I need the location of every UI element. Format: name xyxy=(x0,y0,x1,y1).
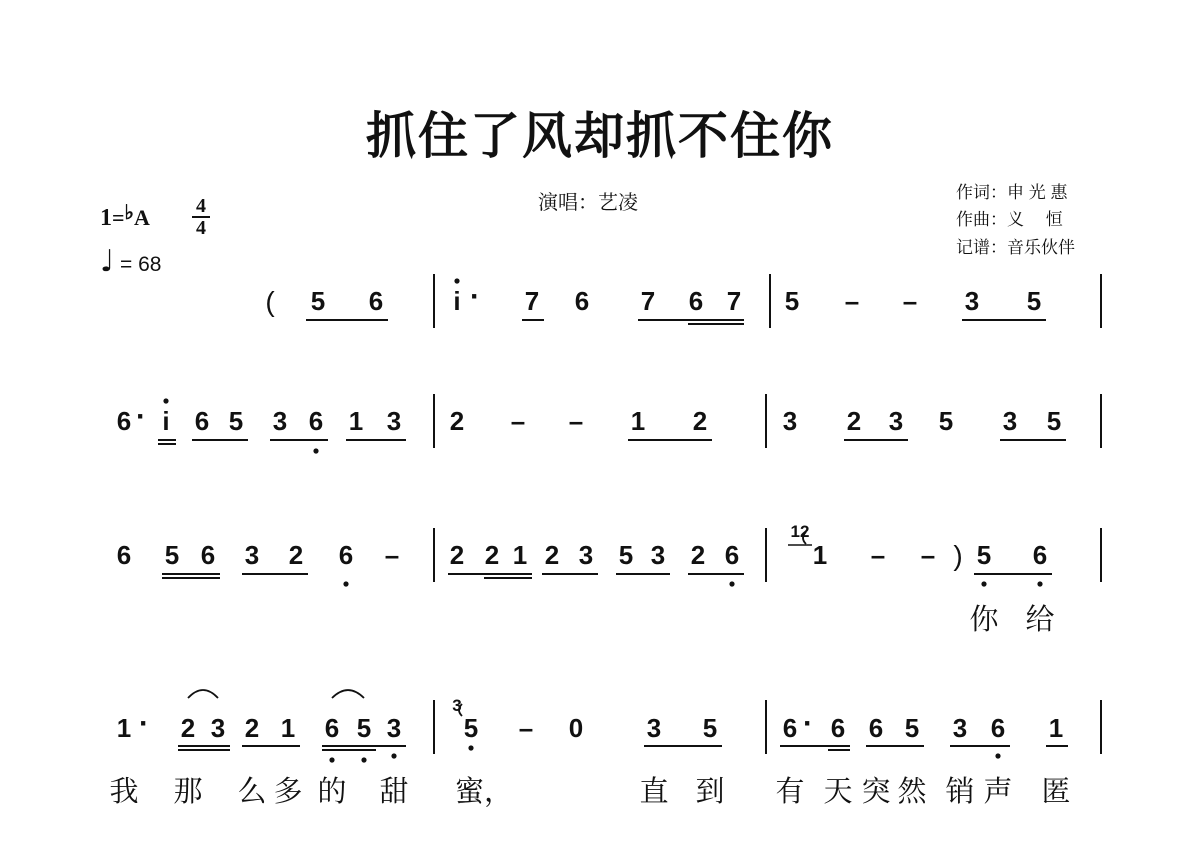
lyricist-credit: 作词：申 光 惠 xyxy=(956,183,1068,202)
note-digit: 1 xyxy=(512,540,528,570)
quarter-note-icon: ♩ xyxy=(100,244,115,279)
lyric-char: 蜜， xyxy=(454,776,514,808)
note-digit: 6 xyxy=(724,540,740,570)
note-digit: 3 xyxy=(210,713,226,743)
dash-mark: – xyxy=(920,540,936,570)
note-digit: 5 xyxy=(310,286,326,316)
note-digit: 2 xyxy=(449,406,465,436)
grace-note: 12 xyxy=(790,522,810,541)
note-digit: 6 xyxy=(338,540,354,570)
lyric-char: 直 xyxy=(639,776,669,808)
note-digit: 5 xyxy=(976,540,992,570)
key-letter: A xyxy=(133,205,150,230)
dash-mark: – xyxy=(568,406,584,436)
key-one: 1 xyxy=(100,205,112,231)
lyric-char: 匿 xyxy=(1041,776,1071,808)
note-digit: 3 xyxy=(386,713,402,743)
note-digit: 5 xyxy=(784,286,800,316)
note-digit: 6 xyxy=(194,406,210,436)
lyric-char: 声 xyxy=(983,776,1013,808)
note-digit: 2 xyxy=(288,540,304,570)
lyric-char: 天 xyxy=(823,776,853,808)
note-digit: 1 xyxy=(1048,713,1064,743)
note-digit: 2 xyxy=(690,540,706,570)
bracket-mark: ( xyxy=(265,286,275,317)
note-digit: 7 xyxy=(640,286,656,316)
note-digit: 2 xyxy=(180,713,196,743)
dash-mark: – xyxy=(384,540,400,570)
bracket-mark: ) xyxy=(953,540,963,571)
key-equals: = xyxy=(112,205,125,230)
note-digit: · xyxy=(139,707,149,740)
note-digit: 6 xyxy=(116,540,132,570)
tempo-value: = 68 xyxy=(120,253,162,276)
note-digit: 1 xyxy=(812,540,828,570)
lyric-char: 然 xyxy=(897,776,927,808)
note-digit: 6 xyxy=(116,406,132,436)
dash-mark: – xyxy=(870,540,886,570)
lyric-char: 给 xyxy=(1025,604,1055,636)
note-digit: 5 xyxy=(164,540,180,570)
note-digit: 1 xyxy=(116,713,132,743)
note-digit: 7 xyxy=(726,286,742,316)
note-digit: 6 xyxy=(1032,540,1048,570)
note-digit: 2 xyxy=(692,406,708,436)
dash-mark: – xyxy=(510,406,526,436)
grace-note: 3 xyxy=(452,696,462,715)
note-digit: 3 xyxy=(386,406,402,436)
note-digit: i xyxy=(453,286,461,316)
note-digit: 1 xyxy=(280,713,296,743)
note-digit: 3 xyxy=(272,406,288,436)
lyric-char: 你 xyxy=(969,604,999,636)
note-digit: 3 xyxy=(578,540,594,570)
lyric-char: 突 xyxy=(861,776,891,808)
note-digit: · xyxy=(136,400,146,433)
note-digit: 5 xyxy=(904,713,920,743)
note-digit: 5 xyxy=(1026,286,1042,316)
note-digit: 2 xyxy=(449,540,465,570)
transcriber-credit: 记谱：音乐伙伴 xyxy=(956,238,1075,257)
note-digit: 5 xyxy=(938,406,954,436)
note-digit: 7 xyxy=(524,286,540,316)
note-digit: 1 xyxy=(348,406,364,436)
dash-mark: – xyxy=(902,286,918,316)
note-digit: 3 xyxy=(1002,406,1018,436)
lyric-char: 多 xyxy=(273,776,303,808)
flat-icon: ♭ xyxy=(124,202,134,224)
note-digit: 3 xyxy=(888,406,904,436)
note-digit: i xyxy=(162,406,170,436)
note-digit: 3 xyxy=(244,540,260,570)
note-digit: 2 xyxy=(544,540,560,570)
note-digit: 5 xyxy=(1046,406,1062,436)
note-digit: 2 xyxy=(484,540,500,570)
lyric-char: 到 xyxy=(695,776,725,808)
lyric-char: 销 xyxy=(945,776,975,808)
note-digit: 6 xyxy=(368,286,384,316)
note-digit: · xyxy=(470,280,480,313)
note-digit: 6 xyxy=(324,713,340,743)
note-digit: 6 xyxy=(868,713,884,743)
note-digit: 6 xyxy=(688,286,704,316)
note-digit: 0 xyxy=(568,713,584,743)
note-digit: 5 xyxy=(463,713,479,743)
composer-credit: 作曲：义 恒 xyxy=(956,210,1063,229)
dash-mark: – xyxy=(518,713,534,743)
note-digit: 5 xyxy=(702,713,718,743)
note-digit: 3 xyxy=(646,713,662,743)
note-digit: 6 xyxy=(308,406,324,436)
note-digit: 5 xyxy=(618,540,634,570)
note-digit: 2 xyxy=(846,406,862,436)
lyric-char: 那 xyxy=(173,776,203,808)
note-digit: 1 xyxy=(630,406,646,436)
singer-label: 演唱：艺凌 xyxy=(538,192,638,214)
time-denominator: 4 xyxy=(196,217,206,239)
lyric-char: 么 xyxy=(237,776,267,808)
song-title: 抓住了风却抓不住你 xyxy=(366,106,834,165)
lyric-char: 我 xyxy=(109,776,139,808)
note-digit: 5 xyxy=(356,713,372,743)
note-digit: 6 xyxy=(830,713,846,743)
time-numerator: 4 xyxy=(196,195,206,217)
note-digit: 3 xyxy=(650,540,666,570)
note-digit: 3 xyxy=(952,713,968,743)
note-digit: 6 xyxy=(990,713,1006,743)
note-digit: 3 xyxy=(964,286,980,316)
lyric-char: 甜 xyxy=(379,776,409,808)
note-digit: 5 xyxy=(228,406,244,436)
note-digit: 3 xyxy=(782,406,798,436)
lyric-char: 有 xyxy=(775,776,805,808)
note-digit: 2 xyxy=(244,713,260,743)
note-digit: 6 xyxy=(200,540,216,570)
note-digit: 6 xyxy=(782,713,798,743)
note-digit: 6 xyxy=(574,286,590,316)
lyric-char: 的 xyxy=(317,776,347,808)
dash-mark: – xyxy=(844,286,860,316)
note-digit: · xyxy=(803,707,813,740)
